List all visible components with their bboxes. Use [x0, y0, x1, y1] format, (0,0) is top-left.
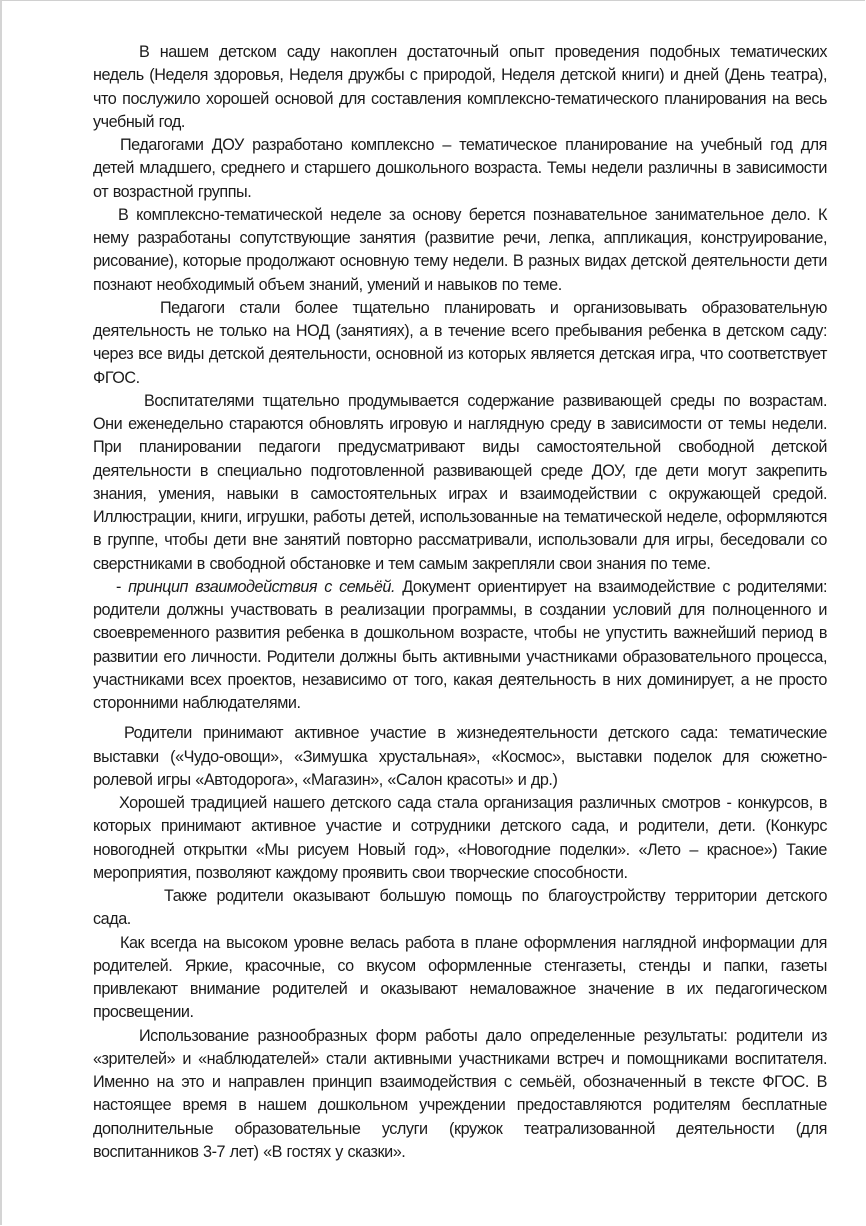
document-body [93, 41, 827, 1164]
paragraph-experience: В нашем детском саду накоплен достаточный опыт проведения подобных тематических недель (Неделя здоровья, Неделя дружбы с природой, Неделя детской книги) и дней (День театра), что послужило хорошей основой для составления комплексно-тематического планирования на весь учебный год. [93, 43, 827, 131]
paragraph-planning: Педагогами ДОУ разработано комплексно – тематическое планирование на учебный год для детей младшего, среднего и старшего дошкольного возраста. Темы недели различны в зависимости от возрастной группы. [93, 136, 827, 201]
paragraph-family-principle [93, 576, 827, 716]
paragraph-teachers: Педагоги стали более тщательно планировать и организовывать образовательную деятельность не только на НОД (занятиях), а в течение всего пребывания ребенка в детском саду: через все виды детской деятельности, основной из которых является детская игра, что соответствует ФГОС. [93, 298, 827, 387]
principle-prefix: - [116, 577, 129, 596]
paragraph-contests: Хорошей традицией нашего детского сада стала организация различных смотров - конкурсов, в которых принимают активное участие и сотрудники детского сада, и родители, дети. (Конкурс новогодней открытки «Мы рисуем Новый год», «Новогодние поделки». «Лето – красное») Такие мероприятия, позволяют каждому проявить свои творческие способности. [93, 794, 827, 882]
paragraph-territory: Также родители оказывают большую помощь по благоустройству территории детского сада. [93, 887, 827, 929]
paragraph-results: Использование разнообразных форм работы дало определенные результаты: родители из «зрителей» и «наблюдателей» стали активными участниками встреч и помощниками воспитателя. Именно на это и направлен принцип взаимодействия с семьёй, обозначенный в тексте ФГОС. В настоящее время в нашем дошкольном учреждении предоставляются родителям бесплатные дополнительные образовательные услуги (кружок театрализованной деятельности (для воспитанников 3-7 лет) «В гостях у сказки». [93, 1026, 827, 1161]
paragraph-environment: Воспитателями тщательно продумывается содержание развивающей среды по возрастам. Они еженедельно стараются обновлять игровую и наглядную среду в зависимости от темы недели. При планировании педагоги предусматривают виды самостоятельной свободной детской деятельности в специально подготовленной развивающей среде ДОУ, где дети могут закрепить знания, умения, навыки в самостоятельных играх и взаимодействии с окружающей средой. Иллюстрации, книги, игрушки, работы детей, использованные на тематической неделе, оформляются в группе, чтобы дети вне занятий повторно рассматривали, использовали для игры, беседовали со сверстниками в свободной обстановке и тем самым закрепляли свои знания по теме. [93, 391, 827, 573]
paragraph-thematic-week: В комплексно-тематической неделе за основу берется познавательное занимательное дело. К нему разработаны сопутствующие занятия (развитие речи, лепка, аппликация, конструирование, рисование), которые продолжают основную тему недели. В разных видах детской деятельности дети познают необходимый объем знаний, умений и навыков по теме. [93, 205, 827, 294]
principle-text: Документ ориентирует на взаимодействие с родителями: родители должны участвовать в реализации программы, в создании условий для полноценного и своевременного развития ребенка в дошкольном возрасте, чтобы не упустить важнейший период в развитии его личности. Родители должны быть активными участниками образовательного процесса, участниками всех проектов, независимо от того, какая деятельность в них доминирует, а не просто сторонними наблюдателями. [93, 577, 827, 712]
paragraph-visual-info: Как всегда на высоком уровне велась работа в плане оформления наглядной информации для родителей. Яркие, красочные, со вкусом оформленные стенгазеты, стенды и папки, газеты привлекают внимание родителей и оказывают немаловажное значение в их педагогическом просвещении. [93, 933, 827, 1022]
paragraph-parents-participation: Родители принимают активное участие в жизнедеятельности детского сада: тематические выставки («Чудо-овощи», «Зимушка хрустальная», «Космос», выставки поделок для сюжетно-ролевой игры «Автодорога», «Магазин», «Салон красоты» и др.) [93, 724, 827, 789]
principle-emphasis: принцип взаимодействия с семьёй. [128, 577, 395, 596]
